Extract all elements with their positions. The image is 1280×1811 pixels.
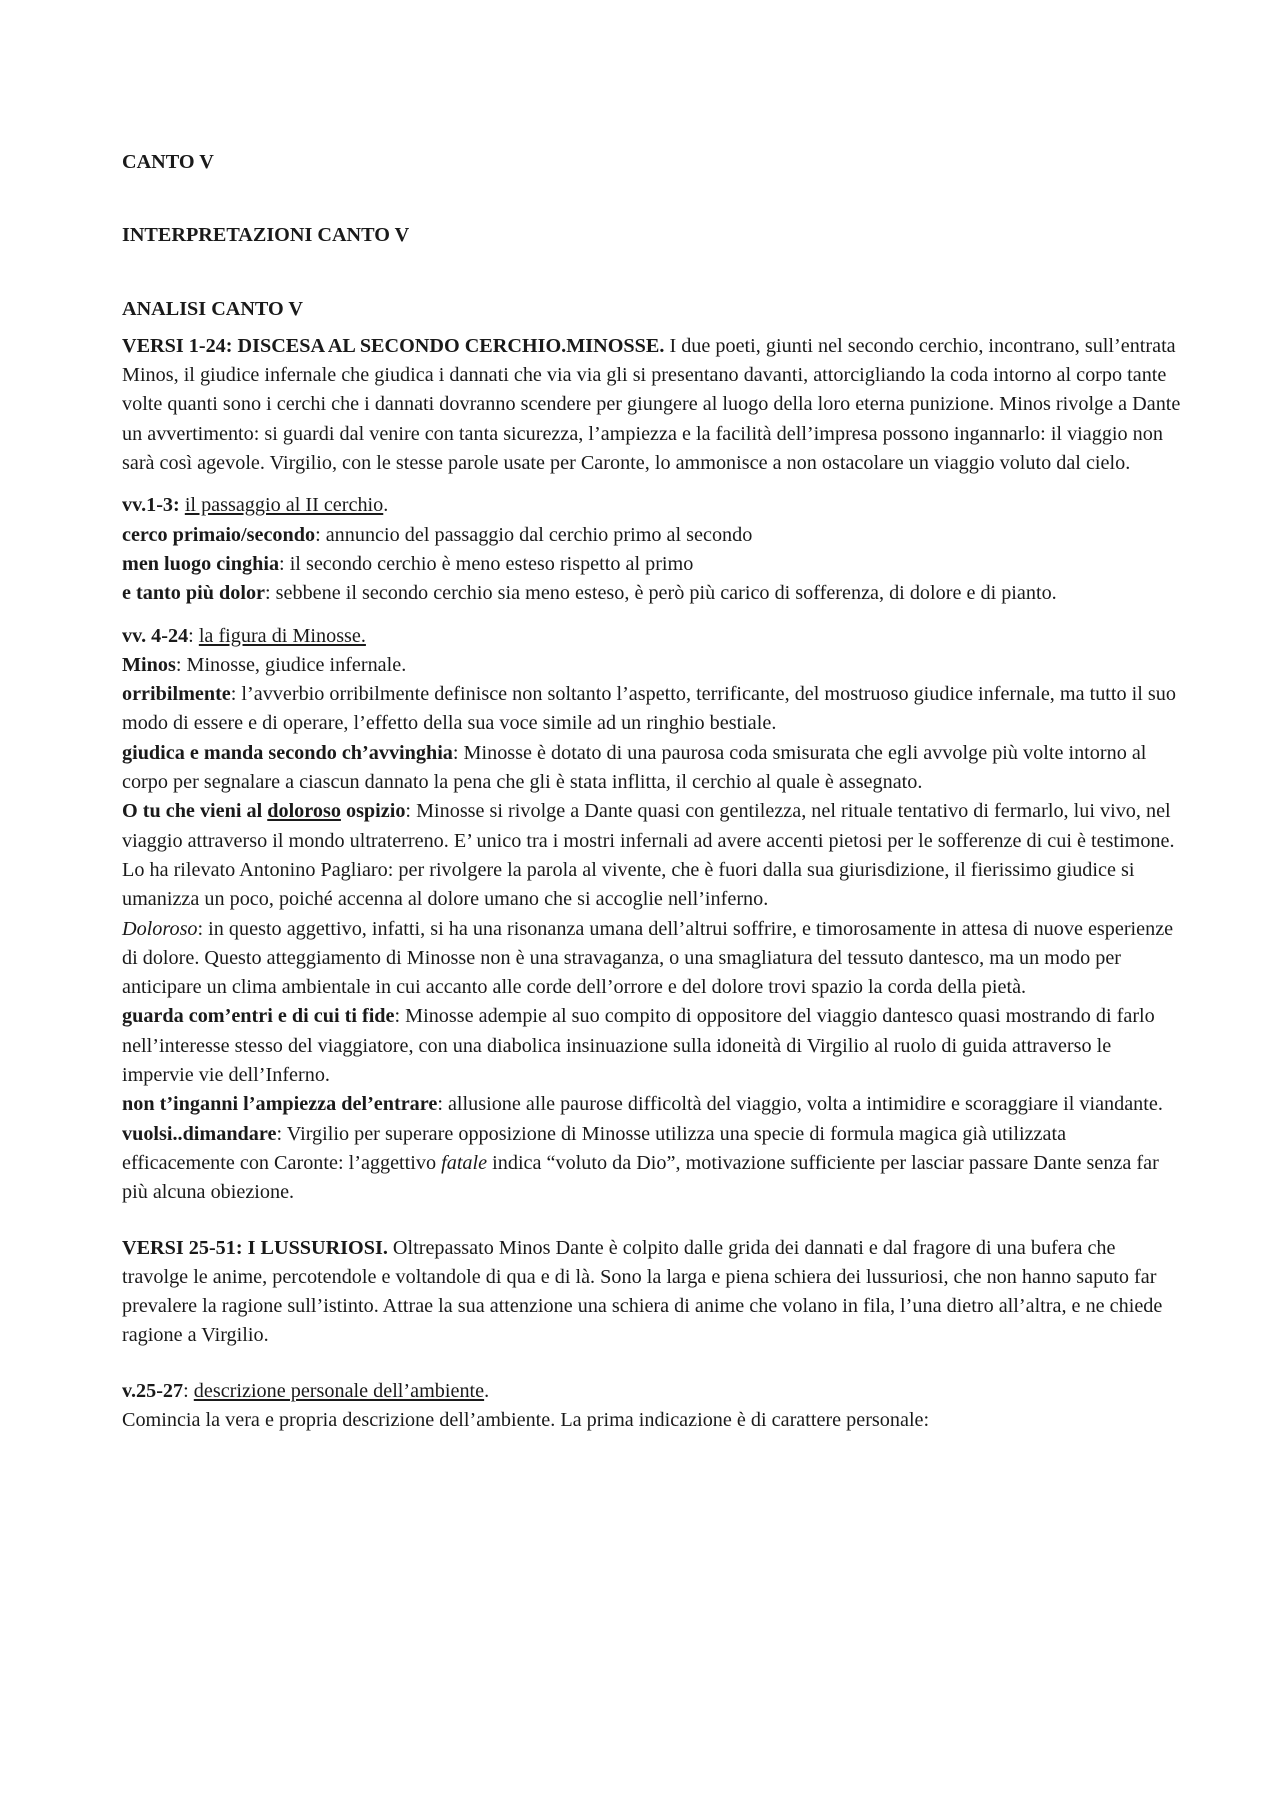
verse-topic: il passaggio al II cerchio (184, 494, 384, 517)
subsection-header: vv. 4-24: la figura di Minosse. (122, 624, 366, 647)
subsection-header: vv.1-3: il passaggio al II cerchio. (122, 494, 389, 517)
gloss-term: giudica e manda secondo ch’avvinghia (122, 741, 453, 764)
section-v-25-27 (122, 1377, 1182, 1436)
gloss-term: men luogo cinghia (122, 552, 280, 575)
gloss-item (122, 915, 1182, 1003)
section-text: Oltrepassato Minos Dante è colpito dalle grida dei dannati e dal fragore di una bufera che travolge le anime, percotendole e voltandole di qua e di là. Sono la larga e piena schiera dei lussuriosi, che non hanno saputo far prevalere la ragione sull’istinto. Attrae la sua attenzione una schiera di anime che volano in fila, l’una dietro all’altra, e ne chiede ragione a Virgilio. (122, 1236, 1163, 1347)
section-title: VERSI 25-51: I LUSSURIOSI. (122, 1236, 388, 1259)
gloss-term: Minos (122, 653, 176, 676)
gloss-item (122, 797, 1182, 914)
section-versi-1-24 (122, 332, 1182, 478)
verse-label: v.25-27 (122, 1379, 184, 1402)
gloss-item (122, 651, 1182, 680)
gloss-item (122, 680, 1182, 739)
gloss-def: : il secondo cerchio è meno esteso rispetto al primo (279, 552, 694, 575)
section-vv-4-24 (122, 622, 1182, 1208)
gloss-term: orribilmente (122, 683, 231, 706)
gloss-item (122, 521, 1182, 550)
gloss-term: vuolsi..dimandare (122, 1122, 277, 1145)
section-title: VERSI 1-24: DISCESA AL SECONDO CERCHIO.MINOSSE. (122, 334, 665, 357)
gloss-def: : allusione alle paurose difficoltà del viaggio, volta a intimidire e scoraggiare il viandante. (437, 1093, 1163, 1116)
gloss-item (122, 1002, 1182, 1090)
gloss-def: : Minosse si rivolge a Dante quasi con gentilezza, nel rituale tentativo di fermarlo, lui vivo, nel viaggio attraverso il mondo ultraterreno. E’ unico tra i mostri infernali ad avere accenti pietosi per le sofferenze di cui è testimone. Lo ha rilevato Antonino Pagliaro: per rivolgere la parola al vivente, che è fuori dalla sua giurisdizione, il fierissimo giudice si umanizza un poco, poiché accenna al dolore umano che si accoglie nell’inferno. (122, 800, 1175, 911)
verse-topic: descrizione personale dell’ambiente (193, 1379, 485, 1402)
gloss-def: : annuncio del passaggio dal cerchio primo al secondo (315, 523, 753, 546)
gloss-term: e tanto più dolor (122, 582, 266, 605)
verse-label: vv.1-3: (122, 494, 180, 517)
gloss-term: guarda com’entri e di cui ti fide (122, 1005, 395, 1028)
gloss-term: O tu che vieni al doloroso ospizio (122, 800, 406, 823)
gloss-def: : Minosse, giudice infernale. (175, 653, 407, 676)
heading-interpretazioni: INTERPRETAZIONI CANTO V (122, 224, 410, 247)
gloss-item: vuolsi..dimandare: Virgilio per superare opposizione di Minosse utilizza una specie di formula magica già utilizzata efficacemente con Caronte: l’aggettivo fatale indica “voluto da Dio”, motivazione sufficiente per lasciar passare Dante senza far più alcuna obiezione. (122, 1122, 1159, 1204)
gloss-def: : in questo aggettivo, infatti, si ha una risonanza umana dell’altrui soffrire, e timorosamente in attesa di nuove esperienze di dolore. Questo atteggiamento di Minosse non è una stravaganza, o una smagliatura del tessuto dantesco, ma un modo per anticipare un clima ambientale in cui accanto alle corde dell’orrore e del dolore trovi spazio la corda della pietà. (122, 917, 1174, 999)
gloss-def: : l’avverbio orribilmente definisce non soltanto l’aspetto, terrificante, del mostruoso giudice infernale, ma tutto il suo modo di essere e di operare, l’effetto della sua voce simile ad un ringhio bestiale. (122, 683, 1176, 735)
gloss-term: cerco primaio/secondo (122, 523, 316, 546)
section-versi-25-51 (122, 1234, 1182, 1351)
verse-topic: la figura di Minosse. (198, 624, 366, 647)
section-vv-1-3 (122, 491, 1182, 608)
paragraph: Comincia la vera e propria descrizione dell’ambiente. La prima indicazione è di carattere personale: (122, 1408, 930, 1431)
gloss-def: : Minosse adempie al suo compito di oppositore del viaggio dantesco quasi mostrando di farlo nell’interesse stesso del viaggiatore, con una diabolica insinuazione sulla idoneità di Virgilio al ruolo di guida attraverso le impervie vie dell’Inferno. (122, 1005, 1155, 1087)
section-text: I due poeti, giunti nel secondo cerchio, incontrano, sull’entrata Minos, il giudice infernale che giudica i dannati che via via gli si presentano davanti, attorcigliando la coda intorno al corpo tante volte quanti sono i cerchi che i dannati dovranno scendere per giungere al luogo della loro eterna punizione. Minos rivolge a Dante un avvertimento: si guardi dal venire con tanta sicurezza, l’ampiezza e la facilità dell’impresa possono ingannarlo: il viaggio non sarà così agevole. Virgilio, con le stesse parole usate per Caronte, lo ammonisce a non ostacolare un viaggio voluto dal cielo. (122, 334, 1181, 475)
gloss-def: : Minosse è dotato di una paurosa coda smisurata che egli avvolge più volte intorno al corpo per segnalare a ciascun dannato la pena che gli è stata inflitta, il cerchio al quale è assegnato. (122, 741, 1147, 794)
gloss-term: non t’inganni l’ampiezza del’entrare (122, 1093, 438, 1116)
gloss-item (122, 550, 1182, 579)
heading-canto: CANTO V (122, 151, 214, 173)
subsection-header: v.25-27: descrizione personale dell’ambiente. (122, 1379, 490, 1402)
gloss-item (122, 739, 1182, 798)
gloss-def: : sebbene il secondo cerchio sia meno esteso, è però più carico di sofferenza, di dolore e di pianto. (265, 582, 1057, 605)
gloss-item (122, 1090, 1182, 1119)
document-page (122, 148, 1182, 1435)
gloss-item (122, 579, 1182, 608)
gloss-term: Doloroso (122, 917, 198, 940)
verse-label: vv. 4-24 (122, 624, 189, 647)
gloss-def: : Virgilio per superare opposizione di Minosse utilizza una specie di formula magica già utilizzata efficacemente con Caronte: l’aggettivo (122, 1122, 1067, 1174)
heading-analisi: ANALISI CANTO V (122, 297, 303, 320)
